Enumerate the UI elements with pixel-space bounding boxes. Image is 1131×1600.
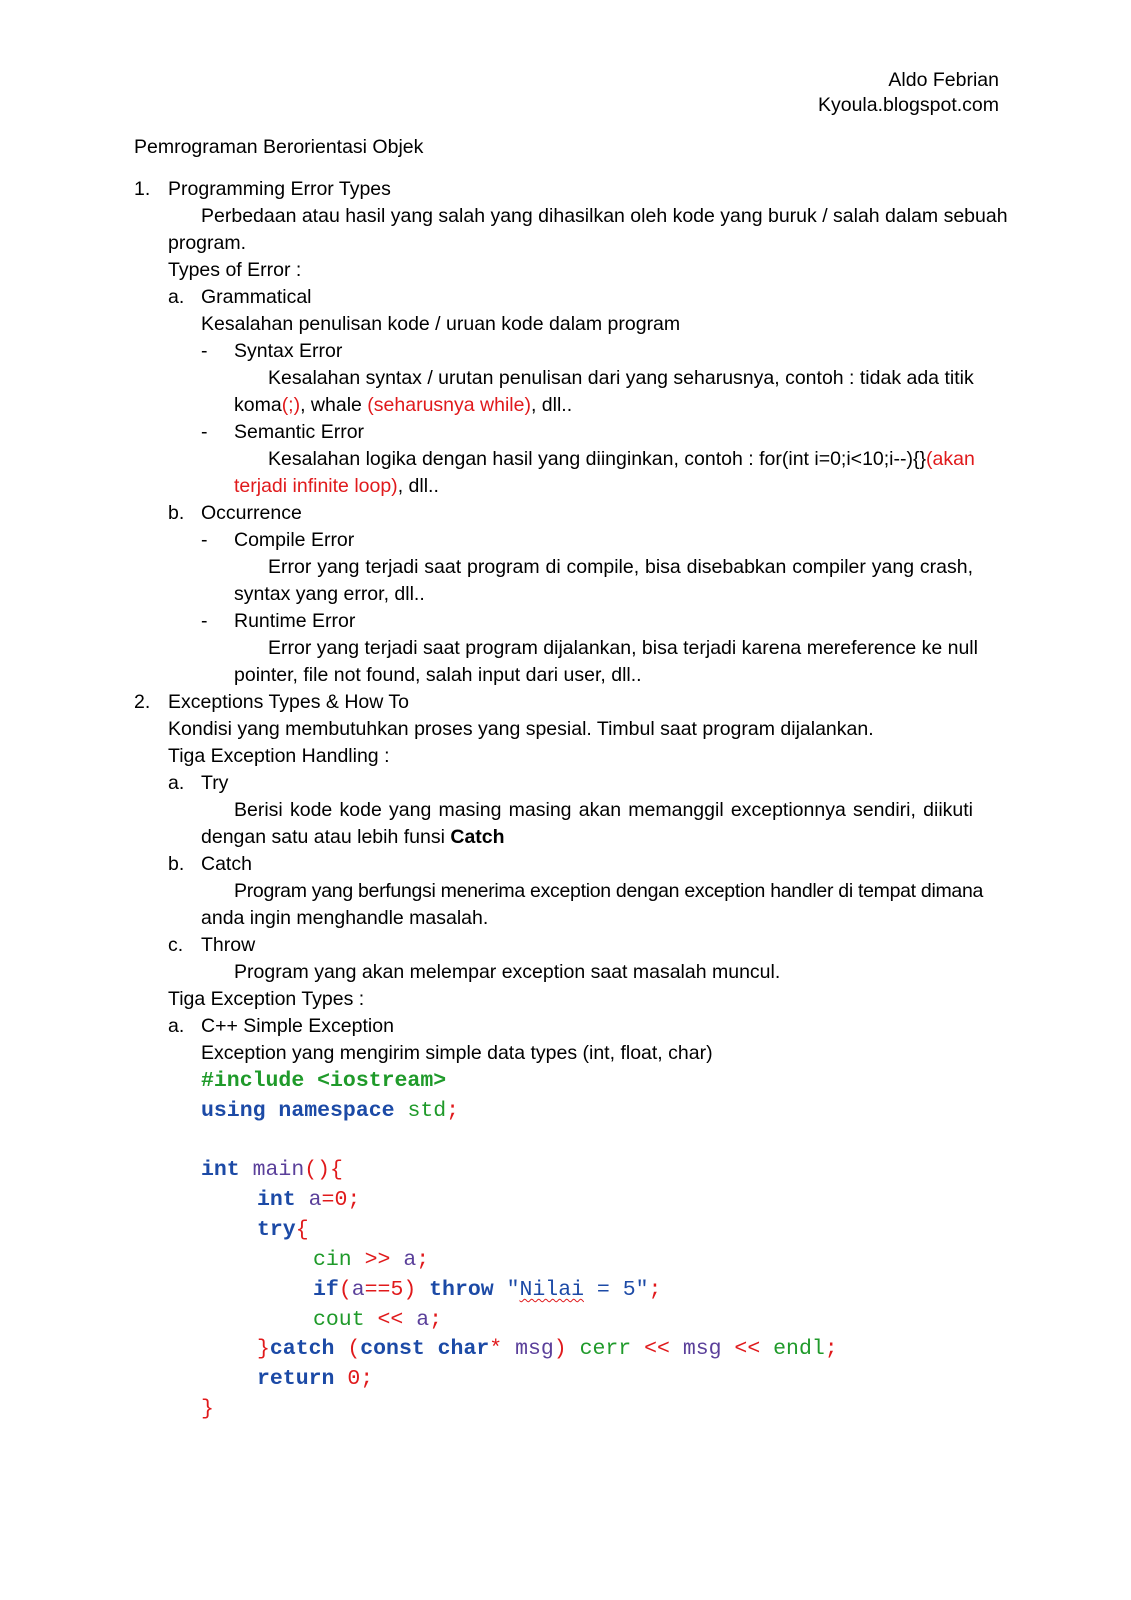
subheading: Tiga Exception Types : bbox=[168, 988, 365, 1010]
code-string: " bbox=[506, 1278, 520, 1302]
code-keyword: catch bbox=[269, 1337, 335, 1361]
code-identifier: a bbox=[351, 1278, 365, 1302]
paragraph-line: anda ingin menghandle masalah. bbox=[201, 907, 489, 929]
code-identifier: a bbox=[403, 1248, 417, 1272]
code-identifier: std bbox=[394, 1099, 447, 1123]
bullet-dash: - bbox=[201, 529, 208, 551]
author-name: Aldo Febrian bbox=[888, 69, 999, 91]
code-punct: ) bbox=[553, 1337, 580, 1361]
list-item-title: Try bbox=[201, 772, 229, 794]
code-punct: ; bbox=[429, 1308, 443, 1332]
code-punct: ; bbox=[824, 1337, 838, 1361]
text-run: dengan satu atau lebih funsi bbox=[201, 826, 451, 848]
paragraph-line bbox=[201, 824, 505, 851]
code-punct: (){ bbox=[304, 1158, 343, 1182]
highlight-text: (;) bbox=[281, 394, 301, 416]
code-punct: } bbox=[257, 1337, 270, 1361]
doc-title: Pemrograman Berorientasi Objek bbox=[134, 136, 424, 158]
text-run: , dll.. bbox=[397, 475, 439, 497]
highlight-text: (akan bbox=[926, 448, 975, 470]
list-label: a. bbox=[168, 1015, 185, 1037]
list-item-title: Catch bbox=[201, 853, 252, 875]
code-punct: ; bbox=[648, 1278, 662, 1302]
paragraph-line: Error yang terjadi saat program dijalankan, bisa terjadi karena mereference ke null bbox=[268, 637, 978, 659]
list-item-title: C++ Simple Exception bbox=[201, 1015, 394, 1037]
code-line bbox=[313, 1245, 429, 1275]
code-punct: << bbox=[631, 1337, 683, 1361]
blog-url: Kyoula.blogspot.com bbox=[817, 94, 999, 116]
code-keyword: using namespace bbox=[201, 1099, 395, 1123]
paragraph-line bbox=[268, 446, 973, 473]
code-number: 5 bbox=[390, 1278, 404, 1302]
paragraph-line: Exception yang mengirim simple data types (int, float, char) bbox=[201, 1042, 713, 1064]
list-item-title: Semantic Error bbox=[234, 421, 365, 443]
bullet-dash: - bbox=[201, 610, 208, 632]
code-punct: ) bbox=[403, 1278, 417, 1302]
code-punct: ( bbox=[334, 1337, 361, 1361]
list-item-title: Compile Error bbox=[234, 529, 355, 551]
paragraph-line: Kesalahan penulisan kode / uruan kode dalam program bbox=[201, 313, 681, 335]
code-punct: = bbox=[321, 1188, 335, 1212]
paragraph-line: pointer, file not found, salah input dari user, dll.. bbox=[234, 664, 642, 686]
code-punct: { bbox=[295, 1218, 309, 1242]
list-label: a. bbox=[168, 772, 185, 794]
code-line bbox=[201, 1096, 459, 1126]
code-punct: ; bbox=[446, 1099, 460, 1123]
code-number: 0 bbox=[334, 1367, 361, 1391]
paragraph-line: syntax yang error, dll.. bbox=[234, 583, 425, 605]
code-line bbox=[313, 1305, 442, 1335]
code-keyword: throw bbox=[416, 1278, 507, 1302]
code-identifier: main bbox=[239, 1158, 305, 1182]
code-line bbox=[257, 1334, 838, 1364]
code-keyword: const char bbox=[360, 1337, 490, 1361]
list-item-title: Occurrence bbox=[201, 502, 302, 524]
paragraph-line: program. bbox=[168, 232, 247, 254]
code-punct: } bbox=[201, 1397, 214, 1421]
paragraph-line: Program yang akan melempar exception saat masalah muncul. bbox=[234, 961, 781, 983]
code-keyword: int bbox=[201, 1158, 240, 1182]
code-punct: == bbox=[364, 1278, 391, 1302]
code-line bbox=[257, 1185, 360, 1215]
text-run: Kesalahan logika dengan hasil yang diinginkan, contoh : for(int i=0;i<10;i--){} bbox=[268, 448, 927, 470]
code-identifier: cout bbox=[313, 1308, 365, 1332]
code-identifier: endl bbox=[773, 1337, 825, 1361]
code-keyword: return bbox=[257, 1367, 335, 1391]
section-number: 2. bbox=[134, 691, 151, 713]
code-identifier: msg bbox=[502, 1337, 554, 1361]
code-punct: ; bbox=[347, 1188, 361, 1212]
code-keyword: try bbox=[257, 1218, 296, 1242]
code-line bbox=[257, 1215, 309, 1245]
subheading: Tiga Exception Handling : bbox=[168, 745, 390, 767]
code-line bbox=[257, 1364, 373, 1394]
list-item-title: Syntax Error bbox=[234, 340, 343, 362]
code-punct: ; bbox=[360, 1367, 374, 1391]
paragraph-line: Perbedaan atau hasil yang salah yang dihasilkan oleh kode yang buruk / salah dalam sebuah bbox=[201, 205, 1008, 227]
code-line bbox=[201, 1155, 343, 1185]
code-identifier: a bbox=[416, 1308, 430, 1332]
code-string: Nilai bbox=[519, 1278, 584, 1302]
code-line: #include <iostream> bbox=[201, 1069, 447, 1093]
list-item-title: Runtime Error bbox=[234, 610, 356, 632]
code-keyword: int bbox=[257, 1188, 296, 1212]
highlight-text: terjadi infinite loop) bbox=[234, 475, 398, 497]
subheading: Types of Error : bbox=[168, 259, 302, 281]
paragraph-line: Kondisi yang membutuhkan proses yang spesial. Timbul saat program dijalankan. bbox=[168, 718, 874, 740]
code-punct: << bbox=[721, 1337, 774, 1361]
paragraph-line bbox=[234, 392, 572, 419]
code-identifier: a bbox=[295, 1188, 322, 1212]
highlight-text: (seharusnya while) bbox=[367, 394, 531, 416]
bold-text: Catch bbox=[450, 826, 505, 848]
text-run: , whale bbox=[300, 394, 368, 416]
paragraph-line: Program yang berfungsi menerima exception dengan exception handler di tempat dimana bbox=[234, 880, 984, 902]
section-title: Programming Error Types bbox=[168, 178, 391, 200]
code-keyword: if bbox=[313, 1278, 339, 1302]
paragraph-line bbox=[234, 473, 439, 500]
paragraph-line: Error yang terjadi saat program di compile, bisa disebabkan compiler yang crash, bbox=[268, 556, 973, 578]
code-number: 0 bbox=[334, 1188, 348, 1212]
list-label: b. bbox=[168, 853, 185, 875]
code-punct: ; bbox=[416, 1248, 430, 1272]
list-label: c. bbox=[168, 934, 184, 956]
list-item-title: Grammatical bbox=[201, 286, 312, 308]
text-run: koma bbox=[234, 394, 282, 416]
code-identifier: msg bbox=[682, 1337, 722, 1361]
code-punct: >> bbox=[351, 1248, 404, 1272]
list-item-title: Throw bbox=[201, 934, 256, 956]
list-label: b. bbox=[168, 502, 185, 524]
code-punct: * bbox=[489, 1337, 503, 1361]
code-identifier: cerr bbox=[579, 1337, 632, 1361]
code-line bbox=[313, 1275, 661, 1305]
code-line bbox=[201, 1394, 214, 1424]
code-punct: ( bbox=[338, 1278, 352, 1302]
text-run: , dll.. bbox=[530, 394, 573, 416]
paragraph-line: Kesalahan syntax / urutan penulisan dari yang seharusnya, contoh : tidak ada titik bbox=[268, 367, 974, 389]
bullet-dash: - bbox=[201, 340, 208, 362]
code-punct: << bbox=[364, 1308, 417, 1332]
paragraph-line: Berisi kode kode yang masing masing akan memanggil exceptionnya sendiri, diikuti bbox=[234, 799, 973, 821]
code-identifier: cin bbox=[313, 1248, 352, 1272]
code-string: = 5" bbox=[584, 1278, 649, 1302]
section-number: 1. bbox=[134, 178, 151, 200]
list-label: a. bbox=[168, 286, 185, 308]
section-title: Exceptions Types & How To bbox=[168, 691, 409, 713]
bullet-dash: - bbox=[201, 421, 208, 443]
